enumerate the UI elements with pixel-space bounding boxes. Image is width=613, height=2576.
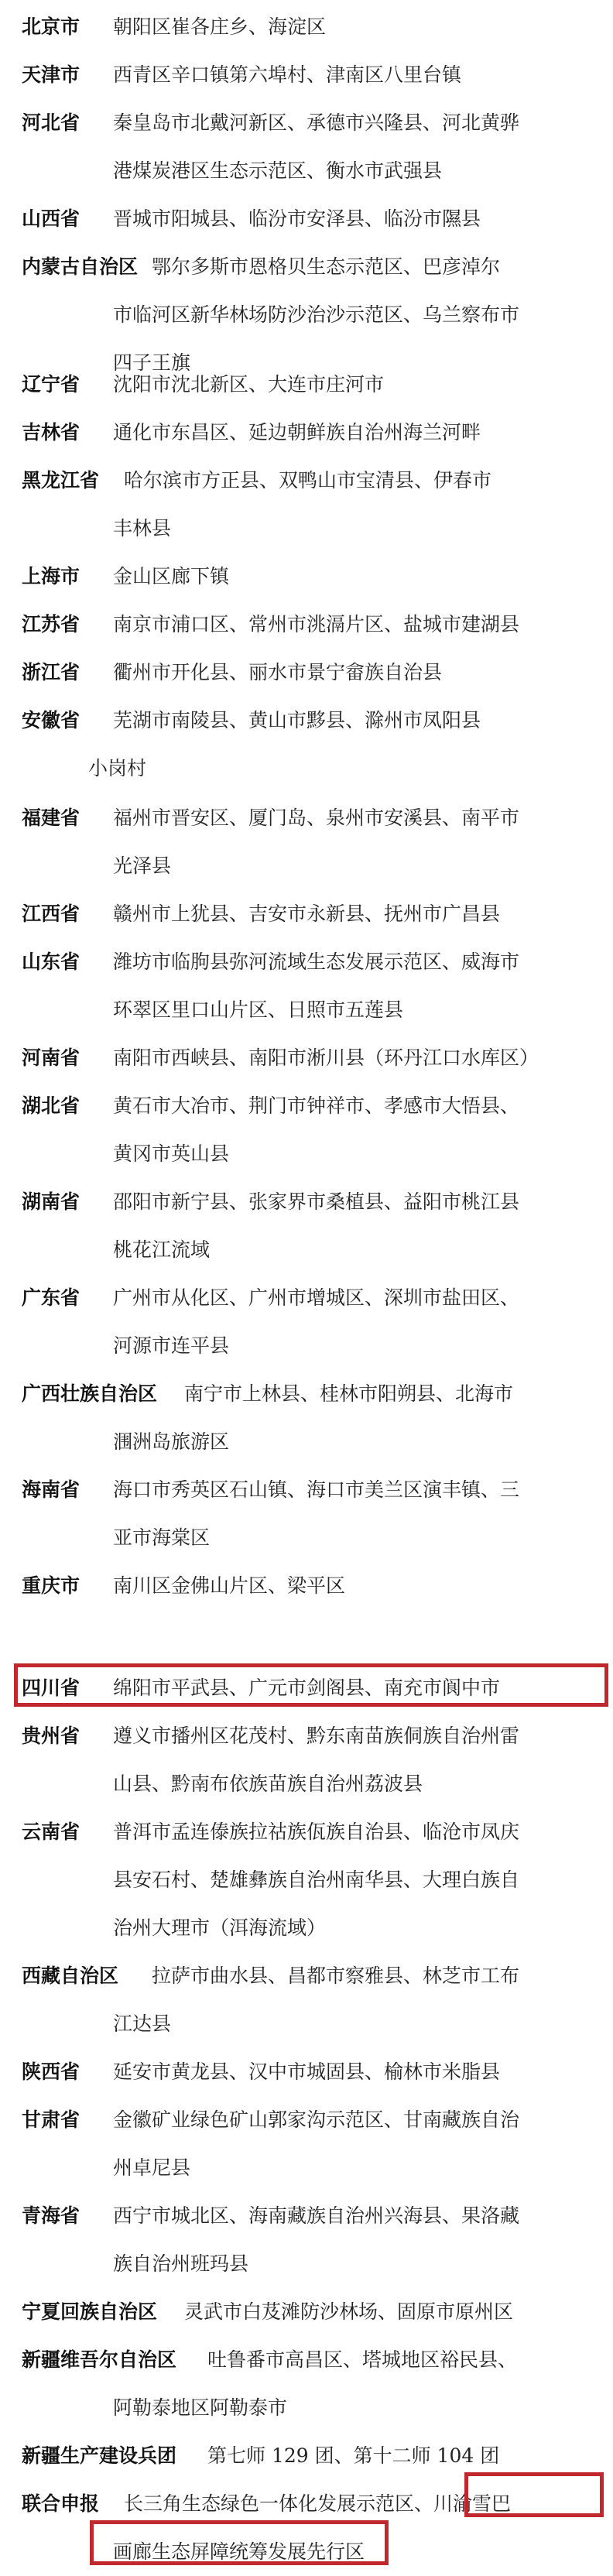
region-entry xyxy=(22,938,594,1034)
entry-line xyxy=(22,243,594,291)
entry-line xyxy=(22,361,594,409)
entry-line xyxy=(22,51,594,99)
entry-line xyxy=(22,1082,594,1130)
location-text: 小岗村 xyxy=(88,757,147,779)
region-entry xyxy=(22,2336,594,2432)
region-entry xyxy=(22,1034,594,1082)
region-entry xyxy=(22,2048,594,2096)
entry-line xyxy=(22,505,594,553)
entry-line xyxy=(22,890,594,938)
location-text: 州卓尼县 xyxy=(113,2156,191,2179)
entry-line xyxy=(22,2240,594,2288)
location-text: 阿勒泰地区阿勒泰市 xyxy=(113,2396,288,2419)
location-text: 河源市连平县 xyxy=(113,1334,230,1357)
entry-line xyxy=(22,2336,594,2384)
location-text: 黄石市大冶市、荆门市钟祥市、孝感市大悟县、 xyxy=(113,1094,520,1117)
location-text: 灵武市白芨滩防沙林场、固原市原州区 xyxy=(184,2300,514,2323)
location-text: 港煤炭港区生态示范区、衡水市武强县 xyxy=(113,159,443,182)
entry-line xyxy=(22,2000,594,2048)
location-text: 南川区金佛山片区、梁平区 xyxy=(113,1574,346,1597)
region-entry xyxy=(22,1562,594,1610)
region-entry xyxy=(22,409,594,457)
region-entry xyxy=(22,1952,594,2048)
location-text: 金山区廊下镇 xyxy=(113,565,230,587)
region-name: 辽宁省 xyxy=(22,373,80,396)
entry-line xyxy=(22,195,594,243)
location-text: 秦皇岛市北戴河新区、承德市兴隆县、河北黄骅 xyxy=(113,111,520,134)
region-name: 湖南省 xyxy=(22,1190,80,1213)
entry-line xyxy=(22,409,594,457)
location-text: 治州大理市（洱海流域） xyxy=(113,1917,327,1939)
region-entry xyxy=(22,1274,594,1370)
location-text: 朝阳区崔各庄乡、海淀区 xyxy=(113,15,327,38)
location-text: 市临河区新华林场防沙治沙示范区、乌兰察布市 xyxy=(113,303,520,326)
entry-line xyxy=(22,1034,594,1082)
location-text: 环翠区里口山片区、日照市五莲县 xyxy=(113,999,404,1021)
entry-line xyxy=(22,1418,594,1466)
region-name: 四川省 xyxy=(22,1677,80,1699)
location-text: 南京市浦口区、常州市洮滆片区、盐城市建湖县 xyxy=(113,613,520,635)
region-name: 湖北省 xyxy=(22,1094,80,1117)
location-text: 通化市东昌区、延边朝鲜族自治州海兰河畔 xyxy=(113,421,481,444)
location-text: 桃花江流域 xyxy=(113,1238,211,1261)
region-name: 陕西省 xyxy=(22,2060,80,2083)
entry-line xyxy=(22,553,594,601)
location-text: 族自治州班玛县 xyxy=(113,2252,249,2275)
location-text: 拉萨市曲水县、昌都市察雅县、林芝市工布 xyxy=(152,1965,520,1987)
entry-line xyxy=(22,2384,594,2432)
location-text: 沈阳市沈北新区、大连市庄河市 xyxy=(113,373,385,396)
entry-line xyxy=(22,1226,594,1274)
entry-line xyxy=(22,457,594,505)
location-text: 亚市海棠区 xyxy=(113,1526,211,1549)
region-name: 新疆生产建设兵团 xyxy=(22,2444,177,2467)
entry-line xyxy=(22,1178,594,1226)
location-text: 赣州市上犹县、吉安市永新县、抚州市广昌县 xyxy=(113,903,501,925)
entry-line xyxy=(22,1514,594,1562)
region-name: 云南省 xyxy=(22,1821,80,1843)
region-name: 河南省 xyxy=(22,1046,80,1069)
entry-line xyxy=(22,986,594,1034)
region-entry xyxy=(22,1808,594,1952)
entry-line xyxy=(22,1760,594,1808)
region-name: 广西壮族自治区 xyxy=(22,1382,158,1405)
region-name: 河北省 xyxy=(22,111,80,134)
region-name: 重庆市 xyxy=(22,1574,80,1597)
location-text: 长三角生态绿色一体化发展示范区、川渝雪巴 xyxy=(124,2492,512,2515)
region-entry xyxy=(22,2288,594,2336)
region-entry xyxy=(22,2192,594,2288)
region-entry xyxy=(22,601,594,649)
region-name: 宁夏回族自治区 xyxy=(22,2300,158,2323)
location-text: 黄冈市英山县 xyxy=(113,1142,230,1165)
region-name: 北京市 xyxy=(22,15,80,38)
entry-line xyxy=(22,1370,594,1418)
entry-line xyxy=(22,147,594,195)
region-name: 安徽省 xyxy=(22,709,80,731)
location-text: 衢州市开化县、丽水市景宁畲族自治县 xyxy=(113,661,443,683)
region-entry xyxy=(22,649,594,697)
entry-line xyxy=(22,745,594,793)
region-entry xyxy=(22,457,594,553)
location-text: 江达县 xyxy=(113,2012,172,2035)
entry-line xyxy=(22,1808,594,1856)
region-name: 天津市 xyxy=(22,63,80,86)
region-name: 山西省 xyxy=(22,207,80,230)
entry-line xyxy=(22,1466,594,1514)
location-text: 福州市晋安区、厦门岛、泉州市安溪县、南平市 xyxy=(113,807,520,829)
location-text: 金徽矿业绿色矿山郭家沟示范区、甘南藏族自治 xyxy=(113,2108,520,2131)
location-text: 南阳市西峡县、南阳市淅川县（环丹江口水库区） xyxy=(113,1046,539,1069)
region-entry xyxy=(22,2096,594,2192)
location-text: 丰林县 xyxy=(113,517,172,540)
region-name: 广东省 xyxy=(22,1286,80,1309)
region-entry xyxy=(22,1082,594,1178)
region-name: 吉林省 xyxy=(22,421,80,444)
highlight-box-sichuan xyxy=(14,1663,608,1707)
region-name: 江西省 xyxy=(22,903,80,925)
region-name: 山东省 xyxy=(22,951,80,973)
location-text: 吐鲁番市高昌区、塔城地区裕民县、 xyxy=(207,2348,518,2371)
region-entry xyxy=(22,1466,594,1562)
location-text: 绵阳市平武县、广元市剑阁县、南充市阆中市 xyxy=(113,1677,501,1699)
region-name: 内蒙古自治区 xyxy=(22,255,139,278)
entry-line xyxy=(22,2048,594,2096)
location-text: 光泽县 xyxy=(113,855,172,877)
entry-line xyxy=(22,842,594,890)
entry-line xyxy=(22,794,594,842)
entry-line xyxy=(22,601,594,649)
region-entry xyxy=(22,1370,594,1466)
entry-line xyxy=(22,1712,594,1760)
location-text: 遵义市播州区花茂村、黔东南苗族侗族自治州雷 xyxy=(113,1725,520,1747)
entry-line xyxy=(22,649,594,697)
highlight-box-chuanyu-line1 xyxy=(464,2472,604,2517)
location-text: 芜湖市南陵县、黄山市黟县、滁州市凤阳县 xyxy=(113,709,481,731)
region-name: 浙江省 xyxy=(22,661,80,683)
region-name: 海南省 xyxy=(22,1478,80,1501)
entry-line xyxy=(22,697,594,745)
region-name: 上海市 xyxy=(22,565,80,587)
location-text: 县安石村、楚雄彝族自治州南华县、大理白族自 xyxy=(113,1869,520,1891)
entry-line xyxy=(22,2192,594,2240)
region-entry xyxy=(22,553,594,601)
region-name: 西藏自治区 xyxy=(22,1965,119,1987)
location-text: 山县、黔南布依族苗族自治州荔波县 xyxy=(113,1773,423,1795)
entry-line xyxy=(22,1274,594,1322)
location-text: 广州市从化区、广州市增城区、深圳市盐田区、 xyxy=(113,1286,520,1309)
region-name: 江苏省 xyxy=(22,613,80,635)
region-entry xyxy=(22,697,594,793)
location-text: 第七师 129 团、第十二师 104 团 xyxy=(207,2444,500,2467)
region-entry xyxy=(22,3,594,51)
region-entry xyxy=(22,794,594,890)
region-name: 联合申报 xyxy=(22,2492,100,2515)
location-text: 西青区辛口镇第六埠村、津南区八里台镇 xyxy=(113,63,462,86)
entry-line xyxy=(22,1562,594,1610)
location-text: 邵阳市新宁县、张家界市桑植县、益阳市桃江县 xyxy=(113,1190,520,1213)
region-entry xyxy=(22,361,594,409)
location-text: 四子王旗 xyxy=(113,351,191,374)
entry-line xyxy=(22,2288,594,2336)
region-name: 新疆维吾尔自治区 xyxy=(22,2348,177,2371)
region-name: 贵州省 xyxy=(22,1725,80,1747)
region-name: 福建省 xyxy=(22,807,80,829)
entry-line xyxy=(22,291,594,339)
highlight-box-chuanyu-line2 xyxy=(90,2520,389,2565)
entry-line xyxy=(22,1952,594,2000)
region-entry xyxy=(22,1178,594,1274)
location-text: 哈尔滨市方正县、双鸭山市宝清县、伊春市 xyxy=(124,469,492,492)
location-text: 潍坊市临朐县弥河流域生态发展示范区、威海市 xyxy=(113,951,520,973)
entry-line xyxy=(22,938,594,986)
entry-line xyxy=(22,99,594,147)
region-name: 青海省 xyxy=(22,2204,80,2227)
location-text: 西宁市城北区、海南藏族自治州兴海县、果洛藏 xyxy=(113,2204,520,2227)
location-text: 画廊生态屏障统筹发展先行区 xyxy=(113,2540,365,2563)
region-name: 甘肃省 xyxy=(22,2108,80,2131)
region-entry xyxy=(22,51,594,99)
region-entry xyxy=(22,1712,594,1808)
entry-line xyxy=(22,2096,594,2144)
location-text: 海口市秀英区石山镇、海口市美兰区演丰镇、三 xyxy=(113,1478,520,1501)
entry-line xyxy=(22,3,594,51)
entry-line xyxy=(22,1130,594,1178)
region-entry xyxy=(22,890,594,938)
entry-line xyxy=(22,1904,594,1952)
region-name: 黑龙江省 xyxy=(22,469,100,492)
location-text: 鄂尔多斯市恩格贝生态示范区、巴彦淖尔 xyxy=(152,255,501,278)
location-text: 涠洲岛旅游区 xyxy=(113,1430,230,1453)
region-entry xyxy=(22,99,594,195)
location-text: 南宁市上林县、桂林市阳朔县、北海市 xyxy=(184,1382,514,1405)
location-text: 晋城市阳城县、临汾市安泽县、临汾市隰县 xyxy=(113,207,481,230)
entry-line xyxy=(22,2144,594,2192)
entry-line xyxy=(22,1322,594,1370)
entry-line xyxy=(22,1856,594,1904)
location-text: 延安市黄龙县、汉中市城固县、榆林市米脂县 xyxy=(113,2060,501,2083)
location-text: 普洱市孟连傣族拉祜族佤族自治县、临沧市凤庆 xyxy=(113,1821,520,1843)
region-entry xyxy=(22,195,594,243)
